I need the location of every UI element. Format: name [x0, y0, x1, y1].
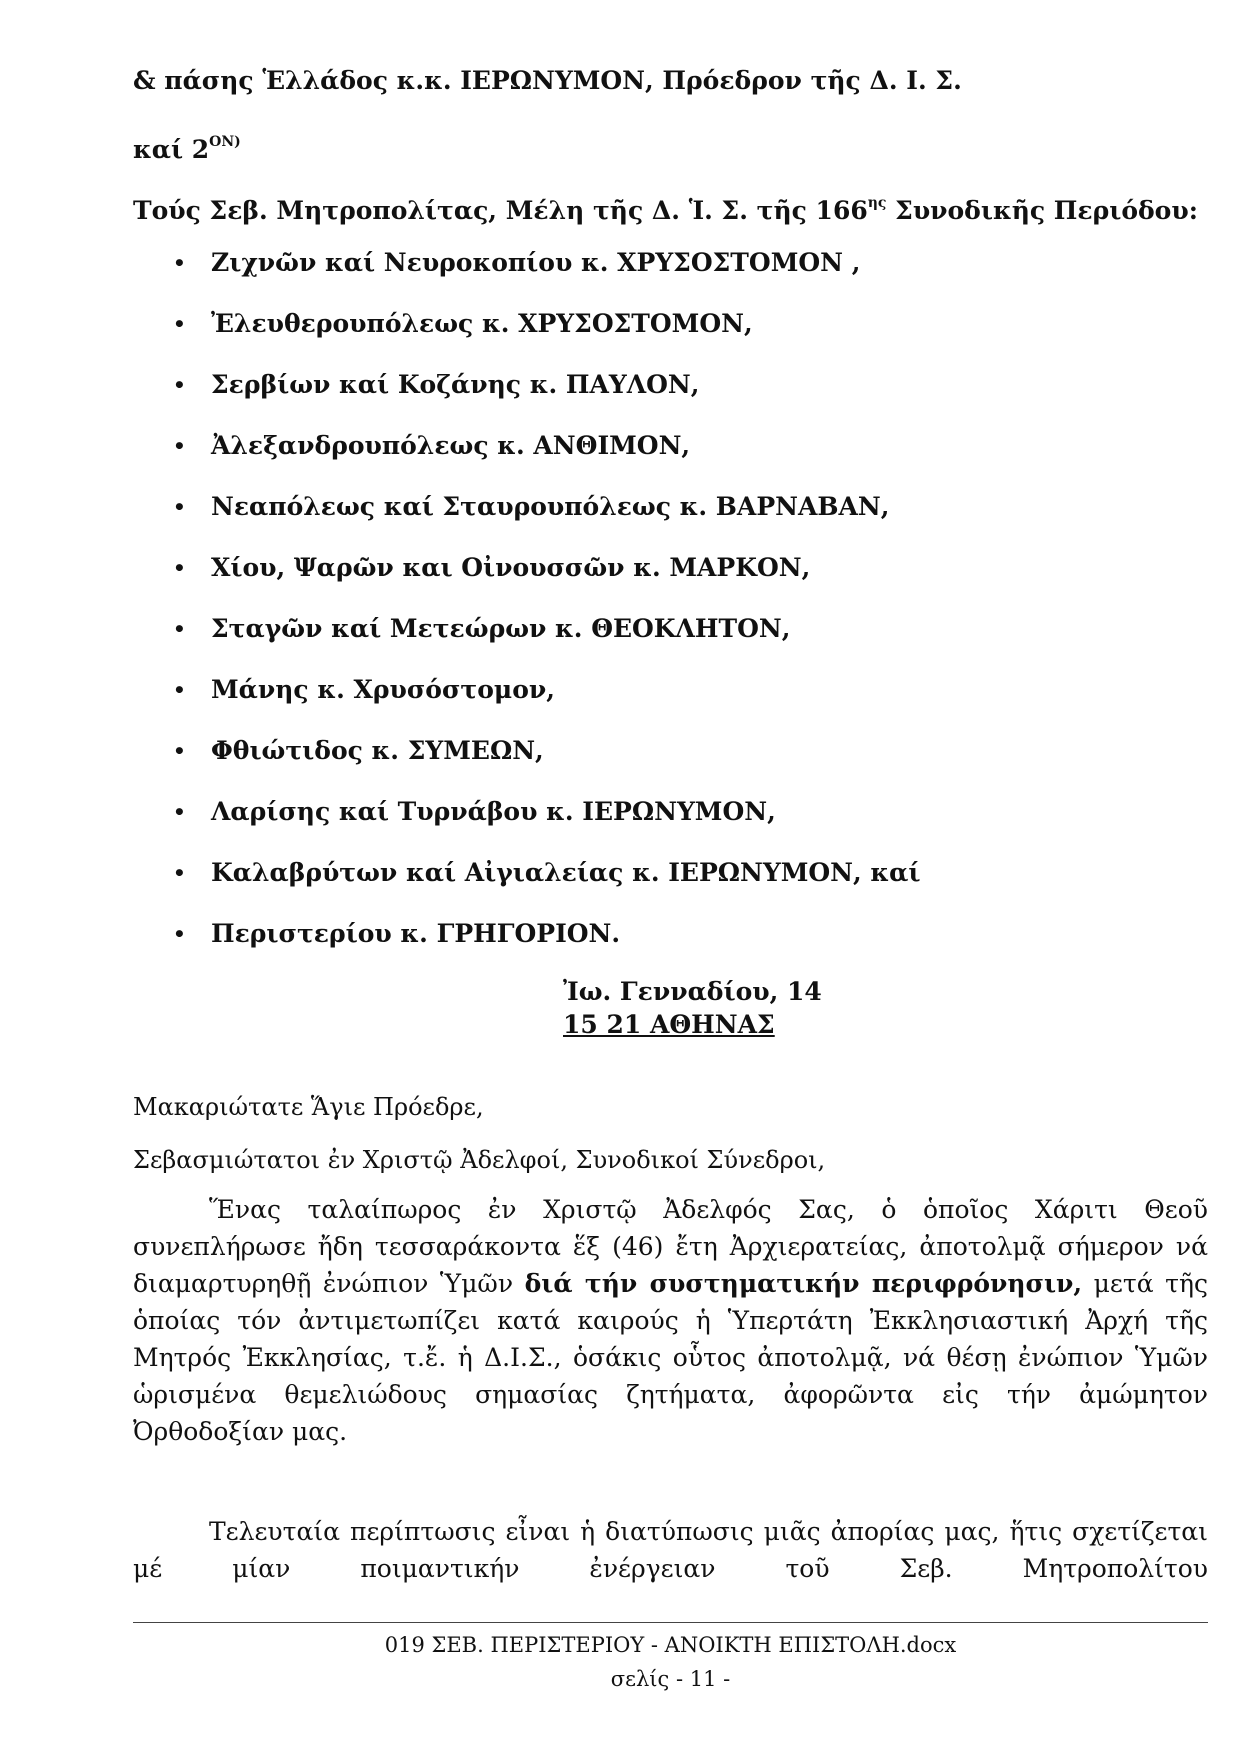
- list-item: • Ἐλευθερουπόλεως κ. ΧΡΥΣΟΣΤΟΜΟΝ,: [133, 297, 921, 358]
- list-item: • Σταγῶν καί Μετεώρων κ. ΘΕΟΚΛΗΤΟΝ,: [133, 602, 921, 663]
- bullet-icon: •: [173, 861, 186, 885]
- bullet-icon: •: [173, 739, 186, 763]
- list-item: • Λαρίσης καί Τυρνάβου κ. ΙΕΡΩΝΥΜΟΝ,: [133, 785, 921, 846]
- bullet-icon: •: [173, 312, 186, 336]
- address-street: Ἰω. Γενναδίου, 14: [563, 977, 822, 1006]
- metropolitans-list: [133, 236, 921, 968]
- footer-divider: [133, 1622, 1208, 1623]
- list-item: • Σερβίων καί Κοζάνης κ. ΠΑΥΛΟΝ,: [133, 358, 921, 419]
- list-item: • Νεαπόλεως καί Σταυρουπόλεως κ. ΒΑΡΝΑΒΑΝ,: [133, 480, 921, 541]
- bullet-icon: •: [173, 678, 186, 702]
- salutation-synod: Σεβασμιώτατοι ἐν Χριστῷ Ἀδελφοί, Συνοδικοί Σύνεδροι,: [133, 1146, 826, 1174]
- bullet-icon: •: [173, 434, 186, 458]
- bullet-icon: •: [173, 556, 186, 580]
- list-item: • Χίου, Ψαρῶν και Οἰνουσσῶν κ. ΜΑΡΚΟΝ,: [133, 541, 921, 602]
- addressee-line-primate: & πάσης Ἑλλάδος κ.κ. ΙΕΡΩΝΥΜΟΝ, Πρόεδρον τῆς Δ. Ι. Σ.: [133, 66, 962, 95]
- bullet-icon: •: [173, 251, 186, 275]
- list-item: • Περιστερίου κ. ΓΡΗΓΟΡΙΟΝ.: [133, 907, 921, 968]
- bullet-icon: •: [173, 617, 186, 641]
- ordinal-superscript: ης: [867, 195, 887, 211]
- list-item: • Μάνης κ. Χρυσόστομον,: [133, 663, 921, 724]
- addressee-line-second: καί $2^{ON)}$: [133, 134, 241, 164]
- body-paragraph-1: Ἕνας ταλαίπωρος ἐν Χριστῷ Ἀδελφός Σας, ὁ ὁποῖος Χάριτι Θεοῦ συνεπλήρωσε ἤδη τεσσαράκοντα ἕξ (46) ἔτη Ἀρχιερατείας, ἀποτολμᾷ σήμερον νά διαμαρτυρηθῇ ἐνώπιον Ὑμῶν διά τήν συστηματικήν περιφρόνησιν, μετά τῆς ὁποίας τόν ἀντιμετωπίζει κατά καιρούς ἡ Ὑπερτάτη Ἐκκλησιαστική Ἀρχή τῆς Μητρός Ἐκκλησίας, τ.ἔ. ἡ Δ.Ι.Σ., ὁσάκις οὗτος ἀποτολμᾷ, νά θέσῃ ἐνώπιον Ὑμῶν ὡρισμένα θεμελιώδους σημασίας ζητήματα, ἀφορῶντα εἰς τήν ἀμώμητον Ὀρθοδοξίαν μας.: [133, 1195, 1208, 1446]
- emphasis-text: διά τήν συστηματικήν περιφρόνησιν,: [524, 1269, 1083, 1298]
- footer-filename: 019 ΣΕΒ. ΠΕΡΙΣΤΕΡΙΟΥ - ΑΝΟΙΚΤΗ ΕΠΙΣΤΟΛΗ.docx: [384, 1633, 957, 1657]
- bullet-icon: •: [173, 800, 186, 824]
- address-city: 15 21 ΑΘΗΝΑΣ: [563, 1010, 775, 1039]
- list-item: • Φθιώτιδος κ. ΣΥΜΕΩΝ,: [133, 724, 921, 785]
- addressee-line-members: Τούς Σεβ. Μητροπολίτας, Μέλη τῆς Δ. Ἱ. Σ. τῆς $166^{\eta\varsigma}$ Συνοδικῆς Περιόδου:: [133, 195, 1198, 225]
- list-item: • Ζιχνῶν καί Νευροκοπίου κ. ΧΡΥΣΟΣΤΟΜΟΝ ,: [133, 236, 921, 297]
- footer-page-number: σελίς - 11 -: [610, 1667, 731, 1691]
- bullet-icon: •: [173, 373, 186, 397]
- list-item: • Καλαβρύτων καί Αἰγιαλείας κ. ΙΕΡΩΝΥΜΟΝ, καί: [133, 846, 921, 907]
- bullet-icon: •: [173, 922, 186, 946]
- body-paragraph-2: Τελευταία περίπτωσις εἶναι ἡ διατύπωσις μιᾶς ἀπορίας μας, ἥτις σχετίζεται μέ μίαν ποιμαντικήν ἐνέργειαν τοῦ Σεβ. Μητροπολίτου: [133, 1517, 1208, 1583]
- salutation-president: Μακαριώτατε Ἅγιε Πρόεδρε,: [133, 1093, 484, 1121]
- ordinal-superscript: ΟΝ): [209, 134, 241, 150]
- bullet-icon: •: [173, 495, 186, 519]
- list-item: • Ἀλεξανδρουπόλεως κ. ΑΝΘΙΜΟΝ,: [133, 419, 921, 480]
